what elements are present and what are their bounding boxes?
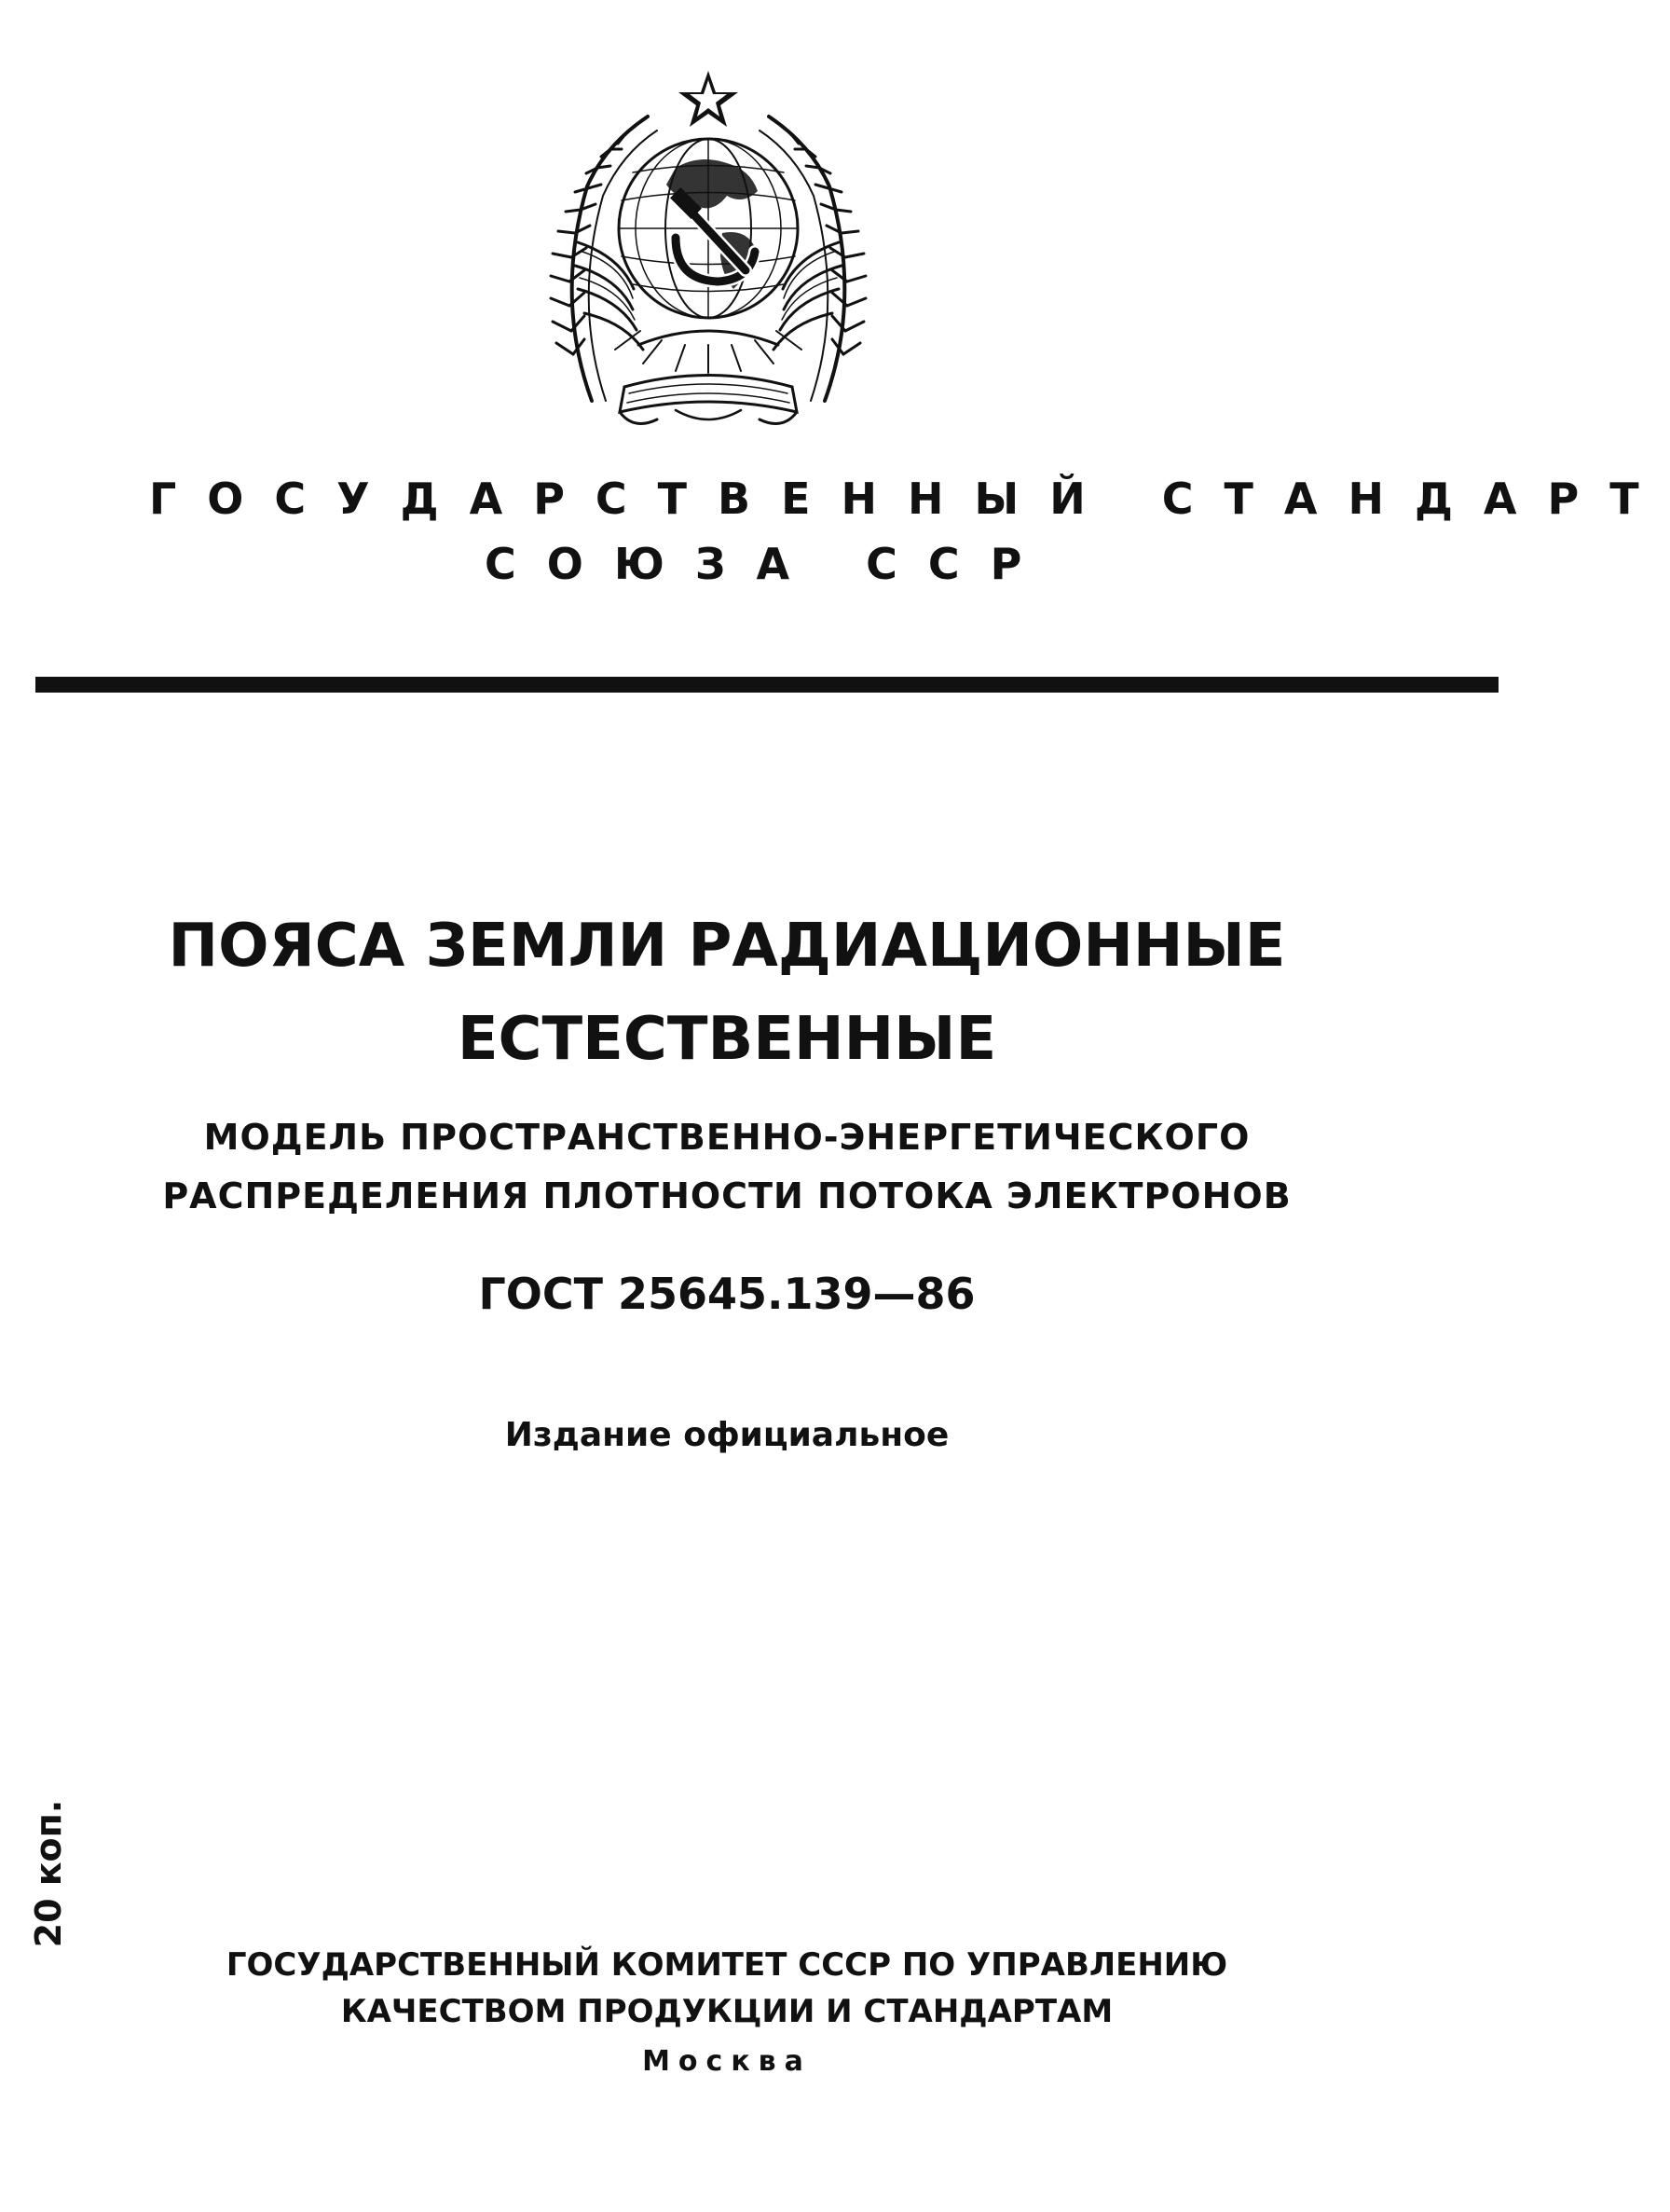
header-ussr: СОЮЗА ССР xyxy=(485,539,1053,589)
publisher-line2: КАЧЕСТВОМ ПРОДУКЦИИ И СТАНДАРТАМ xyxy=(340,1993,1114,2030)
document-subtitle-line1: МОДЕЛЬ ПРОСТРАНСТВЕННО-ЭНЕРГЕТИЧЕСКОГО xyxy=(203,1117,1251,1158)
ussr-coat-of-arms-icon xyxy=(536,65,881,433)
document-subtitle-line2: РАСПРЕДЕЛЕНИЯ ПЛОТНОСТИ ПОТОКА ЭЛЕКТРОНОВ xyxy=(162,1175,1292,1216)
document-title-line2: ЕСТЕСТВЕННЫЕ xyxy=(457,1005,997,1074)
price-label: 20 коп. xyxy=(28,1799,69,1948)
divider-rule xyxy=(35,677,1499,693)
edition-label: Издание официальное xyxy=(504,1416,950,1454)
document-title-line1: ПОЯСА ЗЕМЛИ РАДИАЦИОННЫЕ xyxy=(168,912,1286,981)
standard-number: ГОСТ 25645.139—86 xyxy=(478,1269,976,1319)
publisher-line1: ГОСУДАРСТВЕННЫЙ КОМИТЕТ СССР ПО УПРАВЛЕНИЮ xyxy=(226,1946,1228,1984)
header-state-standard: ГОСУДАРСТВЕННЫЙ СТАНДАРТ xyxy=(149,474,1670,524)
publication-city: Москва xyxy=(642,2045,812,2078)
